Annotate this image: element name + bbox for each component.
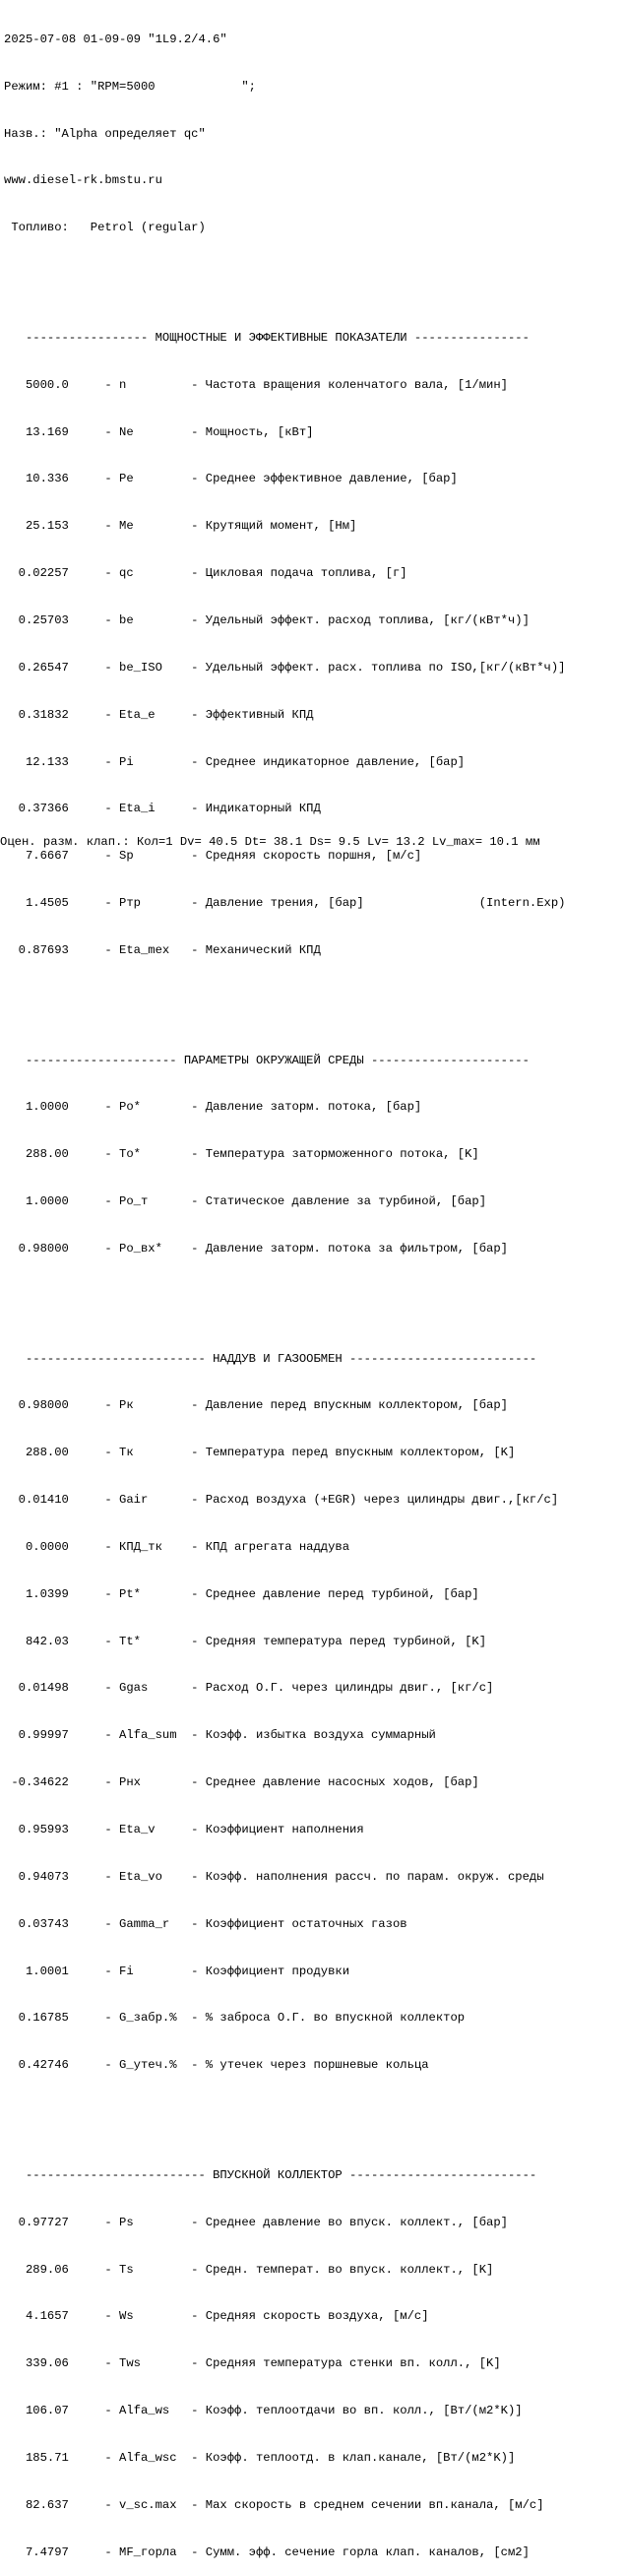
- param-row: 288.00 - Tк - Температура перед впускным коллектором, [K]: [4, 1446, 516, 1460]
- param-row: 0.25703 - be - Удельный эффект. расход топлива, [кг/(кВт*ч)]: [4, 612, 530, 627]
- blank-line: [4, 1289, 565, 1305]
- param-row: 0.94073 - Eta_vo - Коэфф. наполнения рассч. по парам. окруж. среды: [4, 1869, 544, 1884]
- param-row: 0.16785 - G_забр.% - % заброса О.Г. во впускной коллектор: [4, 2011, 466, 2026]
- blank-line: [4, 2105, 565, 2121]
- param-row: 12.133 - Pi - Среднее индикаторное давление, [бар]: [4, 754, 466, 769]
- param-row: 289.06 - Ts - Средн. температ. во впуск. коллект., [K]: [4, 2262, 494, 2277]
- param-row: 0.01498 - Ggas - Расход О.Г. через цилиндры двиг., [кг/с]: [4, 1681, 494, 1696]
- param-row: 106.07 - Alfa_ws - Коэфф. теплоотдачи во вп. колл., [Вт/(м2*K)]: [4, 2404, 523, 2418]
- blank-line: [4, 991, 565, 1006]
- param-row: 0.98000 - Pк - Давление перед впускным коллектором, [бар]: [4, 1398, 508, 1413]
- param-row: 185.71 - Alfa_wsc - Коэфф. теплоотд. в клап.канале, [Вт/(м2*K)]: [4, 2450, 516, 2465]
- param-row: 0.26547 - be_ISO - Удельный эффект. расх. топлива по ISO,[кг/(кВт*ч)]: [4, 660, 566, 675]
- param-row: 1.4505 - Pтр - Давление трения, [бар] (Intern.Exp): [4, 896, 566, 911]
- param-row: 0.98000 - Po_вх* - Давление заторм. потока за фильтром, [бар]: [4, 1241, 508, 1256]
- param-row: 1.0001 - Fi - Коэффициент продувки: [4, 1964, 350, 1978]
- header-line: Назв.: "Alpha определяет qc": [4, 126, 206, 141]
- header-line: www.diesel-rk.bmstu.ru: [4, 173, 162, 188]
- param-row: 13.169 - Ne - Мощность, [кВт]: [4, 424, 314, 439]
- param-row: 0.02257 - qc - Цикловая подача топлива, [г]: [4, 566, 407, 581]
- param-row: 4.1657 - Ws - Средняя скорость воздуха, [м/с]: [4, 2309, 429, 2324]
- param-row: 339.06 - Tws - Средняя температура стенки вп. колл., [K]: [4, 2356, 501, 2371]
- param-row: -0.34622 - Pнх - Среднее давление насосных ходов, [бар]: [4, 1775, 479, 1790]
- report-text-area: [4, 1, 565, 2576]
- param-row: 842.03 - Tt* - Средняя температура перед турбиной, [K]: [4, 1634, 487, 1648]
- section-title: ------------------------- НАДДУВ И ГАЗООБМЕН --------------------------: [4, 1351, 537, 1366]
- param-row: 82.637 - v_sc.max - Max скорость в среднем сечении вп.канала, [м/с]: [4, 2497, 544, 2512]
- section-title: ----------------- МОЩНОСТНЫЕ И ЭФФЕКТИВНЫЕ ПОКАЗАТЕЛИ ----------------: [4, 330, 530, 345]
- blank-line: [4, 268, 565, 284]
- param-row: 1.0000 - Po* - Давление заторм. потока, [бар]: [4, 1100, 422, 1115]
- header-line: Топливо: Petrol (regular): [4, 221, 206, 235]
- param-row: 1.0000 - Po_т - Статическое давление за турбиной, [бар]: [4, 1194, 487, 1209]
- param-row: 0.01410 - Gair - Расход воздуха (+EGR) через цилиндры двиг.,[кг/с]: [4, 1493, 559, 1508]
- param-row: 0.03743 - Gamma_r - Коэффициент остаточных газов: [4, 1916, 407, 1931]
- param-row: 288.00 - To* - Температура заторможенного потока, [K]: [4, 1147, 479, 1162]
- param-row: 25.153 - Me - Крутящий момент, [Нм]: [4, 519, 357, 534]
- param-row: 0.99997 - Alfa_sum - Коэфф. избытка воздуха суммарный: [4, 1728, 436, 1743]
- section-title: --------------------- ПАРАМЕТРЫ ОКРУЖАЩЕЙ СРЕДЫ ----------------------: [4, 1053, 530, 1067]
- header-line: Режим: #1 : "RPM=5000 ";: [4, 79, 256, 94]
- param-row: 7.6667 - Sp - Средняя скорость поршня, [м/с]: [4, 849, 422, 864]
- param-row: 10.336 - Pe - Среднее эффективное давление, [бар]: [4, 472, 458, 486]
- param-row: 0.31832 - Eta_e - Эффективный КПД: [4, 707, 314, 722]
- param-row: 0.87693 - Eta_mex - Механический КПД: [4, 942, 321, 957]
- param-row: 0.0000 - КПД_тк - КПД агрегата наддува: [4, 1539, 350, 1554]
- param-row: 0.95993 - Eta_v - Коэффициент наполнения: [4, 1822, 364, 1836]
- param-row: 7.4797 - MF_горла - Сумм. эфф. сечение горла клап. каналов, [см2]: [4, 2544, 530, 2559]
- param-row: 0.37366 - Eta_i - Индикаторный КПД: [4, 802, 321, 816]
- param-row: 1.0399 - Pt* - Среднее давление перед турбиной, [бар]: [4, 1586, 479, 1601]
- header-line: 2025-07-08 01-09-09 "1L9.2/4.6": [4, 32, 227, 46]
- param-row: 0.97727 - Ps - Среднее давление во впуск. коллект., [бар]: [4, 2215, 508, 2229]
- section-title: ------------------------- ВПУСКНОЙ КОЛЛЕКТОР --------------------------: [4, 2167, 537, 2182]
- param-row: 5000.0 - n - Частота вращения коленчатого вала, [1/мин]: [4, 377, 508, 392]
- footer-valve-estimate: Оцен. разм. клап.: Кол=1 Dv= 40.5 Dt= 38.1 Ds= 9.5 Lv= 13.2 Lv_max= 10.1 мм: [0, 835, 540, 849]
- param-row: 0.42746 - G_утеч.% - % утечек через поршневые кольца: [4, 2058, 429, 2073]
